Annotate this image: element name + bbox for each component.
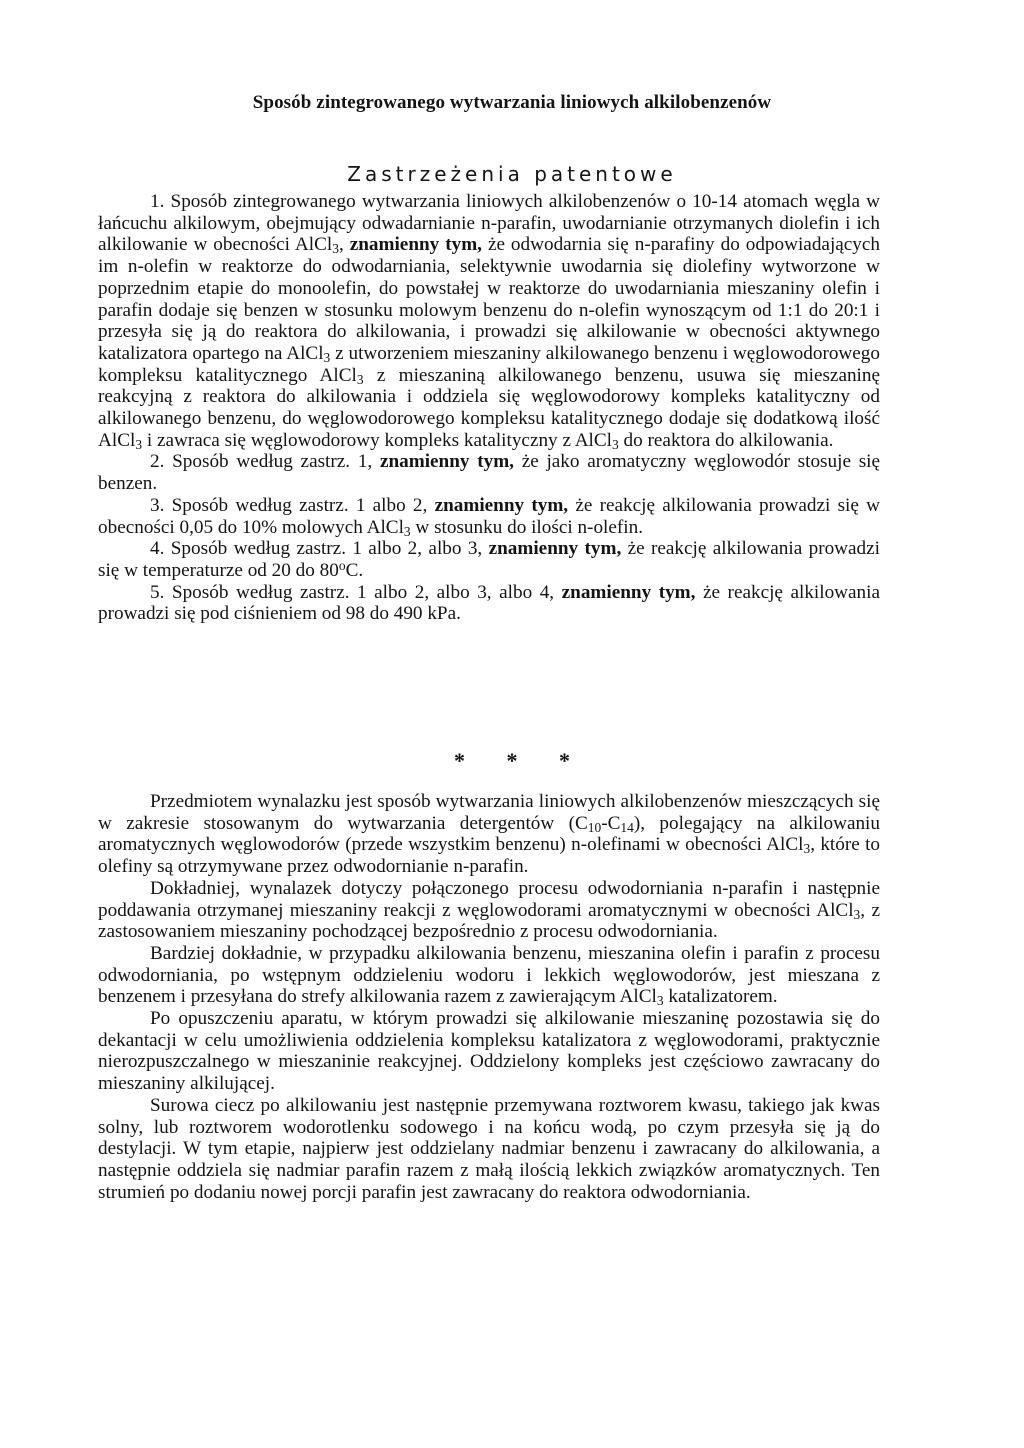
claim-3-text-b: że reakcję alkilowania prowadzi się w obecności 0,05 do 10% molowych AlCl bbox=[98, 494, 880, 538]
claim-2-keyword: znamienny tym, bbox=[379, 451, 514, 473]
p3-text-a: Bardziej dokładnie, w przypadku alkilowania benzenu, mieszanina olefin i parafin z procesu odwodorniania, po wstępnym oddzieleniu wodoru i lekkich węglowodorów, jest mieszana z benzenem i przesyłana do strefy alkilowania razem z zawierającym AlCl bbox=[98, 942, 880, 1008]
claims-section bbox=[98, 191, 880, 625]
subscript: 3 bbox=[853, 906, 861, 922]
claim-5-keyword: znamienny tym, bbox=[561, 581, 696, 603]
claim-1-text-b: , bbox=[338, 234, 350, 256]
subscript: 14 bbox=[620, 819, 634, 835]
claim-3-text-a: 3. Sposób według zastrz. 1 albo 2, bbox=[150, 494, 435, 516]
claim-2 bbox=[98, 451, 880, 494]
p1-text-c: ), polegający na alkilowaniu aromatycznych węglowodorów (przede wszystkim benzenu) n-olefinami w obecności AlCl bbox=[98, 812, 880, 856]
p1-text-a: Przedmiotem wynalazku jest sposób wytwarzania liniowych alkilobenzenów mieszczących się w zakresie stosowanym do wytwarzania detergentów (C bbox=[98, 791, 880, 834]
claim-4 bbox=[98, 538, 880, 581]
claim-4-text-c: C. bbox=[345, 559, 364, 581]
claim-3 bbox=[98, 495, 880, 538]
subscript: 10 bbox=[587, 819, 602, 835]
claims-heading: Zastrzeżenia patentowe bbox=[347, 162, 677, 186]
claim-3-text-c: w stosunku do ilości n-olefin. bbox=[410, 516, 643, 538]
description-paragraph-2 bbox=[98, 878, 880, 943]
claim-4-text-a: 4. Sposób według zastrz. 1 albo 2, albo 3, bbox=[150, 538, 489, 560]
claim-3-keyword: znamienny tym, bbox=[434, 494, 569, 516]
claim-1-text-d: z utworzeniem mieszaniny alkilowanego benzenu i węglowodorowego kompleksu katalitycznego AlCl bbox=[98, 342, 880, 386]
subscript: 3 bbox=[612, 436, 619, 452]
subscript: 3 bbox=[803, 841, 811, 857]
section-separator: * * * bbox=[454, 748, 588, 773]
description-section bbox=[98, 791, 880, 1203]
claim-1-text-a: 1. Sposób zintegrowanego wytwarzania liniowych alkilobenzenów o 10-14 atomach węgla w łańcuchu alkilowym, obejmujący odwadarnianie n-parafin, uwodarnianie otrzymanych diolefin i ich alkilowanie w obecności AlCl bbox=[98, 191, 880, 256]
p2-text-a: Dokładniej, wynalazek dotyczy połączonego procesu odwodorniania n-parafin i następnie poddawania otrzymanej mieszaniny reakcji z węglowodorami aromatycznymi w obecności AlCl bbox=[98, 877, 880, 921]
claim-2-text-b: że jako aromatyczny węglowodór stosuje się benzen. bbox=[98, 451, 881, 495]
claim-1 bbox=[98, 191, 880, 451]
description-paragraph-3 bbox=[98, 943, 880, 1008]
claim-5-text-a: 5. Sposób według zastrz. 1 albo 2, albo 3, albo 4, bbox=[150, 581, 562, 603]
description-paragraph-5: Surowa ciecz po alkilowaniu jest następnie przemywana roztworem kwasu, takiego jak kwas solny, lub roztworem wodorotlenku sodowego i na końcu wodą, po czym przesyła się ją do destylacji. W tym etapie, najpierw jest oddzielany nadmiar benzenu i zawracany do alkilowania, a następnie oddziela się nadmiar parafin razem z małą ilością lekkich związków aromatycznych. Ten strumień po dodaniu nowej porcji parafin jest zawracany do reaktora odwodorniania. bbox=[98, 1094, 880, 1203]
degree-superscript: o bbox=[338, 557, 346, 573]
claim-5-text-b: że reakcję alkilowania prowadzi się pod ciśnieniem od 98 do 490 kPa. bbox=[98, 581, 880, 625]
subscript: 3 bbox=[356, 371, 364, 387]
claim-1-text-e: z mieszaniną alkilowanego benzenu, usuwa się mieszaninę reakcyjną z reaktora do alkilowania i oddziela się węglowodorowy kompleks katalityczny od alkilowanego benzenu, do węglowodorowego kompleksu katalitycznego dodaje się dodatkową ilość AlCl bbox=[98, 364, 880, 451]
subscript: 3 bbox=[403, 523, 411, 539]
p2-text-b: , z zastosowaniem mieszaniny pochodzącej bezpośrednio z procesu odwodorniania. bbox=[98, 899, 880, 943]
p1-text-d: , które to olefiny są otrzymywane przez odwodornianie n-parafin. bbox=[98, 834, 880, 878]
subscript: 3 bbox=[332, 241, 339, 257]
subscript: 3 bbox=[656, 993, 664, 1009]
p3-text-b: katalizatorem. bbox=[663, 986, 778, 1008]
subscript: 3 bbox=[323, 349, 331, 365]
description-paragraph-4: Po opuszczeniu aparatu, w którym prowadzi się alkilowanie mieszaninę pozostawia się do dekantacji w celu umożliwienia oddzielenia kompleksu katalizatora z węglowodorami, praktycznie nierozpuszczalnego w mieszaninie reakcyjnej. Oddzielony kompleks jest częściowo zawracany do mieszaniny alkilującej. bbox=[98, 1008, 880, 1095]
claim-4-keyword: znamienny tym, bbox=[488, 538, 622, 560]
claim-4-text-b: że reakcję alkilowania prowadzi się w temperaturze od 20 do 80 bbox=[98, 538, 880, 581]
claim-1-text-g: do reaktora do alkilowania. bbox=[618, 429, 834, 451]
subscript: 3 bbox=[135, 436, 143, 452]
claim-5 bbox=[98, 582, 880, 625]
p1-text-b: -C bbox=[601, 812, 621, 834]
claim-1-text-c: że odwodarnia się n-parafiny do odpowiadających im n-olefin w reaktorze do odwodarniania, selektywnie uwodarnia się diolefiny wytworzone w poprzednim etapie do monoolefin, do powstałej w reaktorze do uwodarniania mieszaniny olefin i parafin dodaje się benzen w stosunku molowym benzenu do n-olefin wynoszącym od 1:1 do 20:1 i przesyła się ją do reaktora do alkilowania, i prowadzi się alkilowanie w obecności aktywnego katalizatora opartego na AlCl bbox=[98, 234, 881, 364]
claim-1-keyword: znamienny tym, bbox=[349, 234, 482, 256]
document-title: Sposób zintegrowanego wytwarzania liniowych alkilobenzenów bbox=[252, 92, 772, 113]
claim-2-text-a: 2. Sposób według zastrz. 1, bbox=[150, 451, 380, 473]
claim-1-text-f: i zawraca się węglowodorowy kompleks katalityczny z AlCl bbox=[142, 429, 613, 451]
description-paragraph-1 bbox=[98, 791, 880, 878]
